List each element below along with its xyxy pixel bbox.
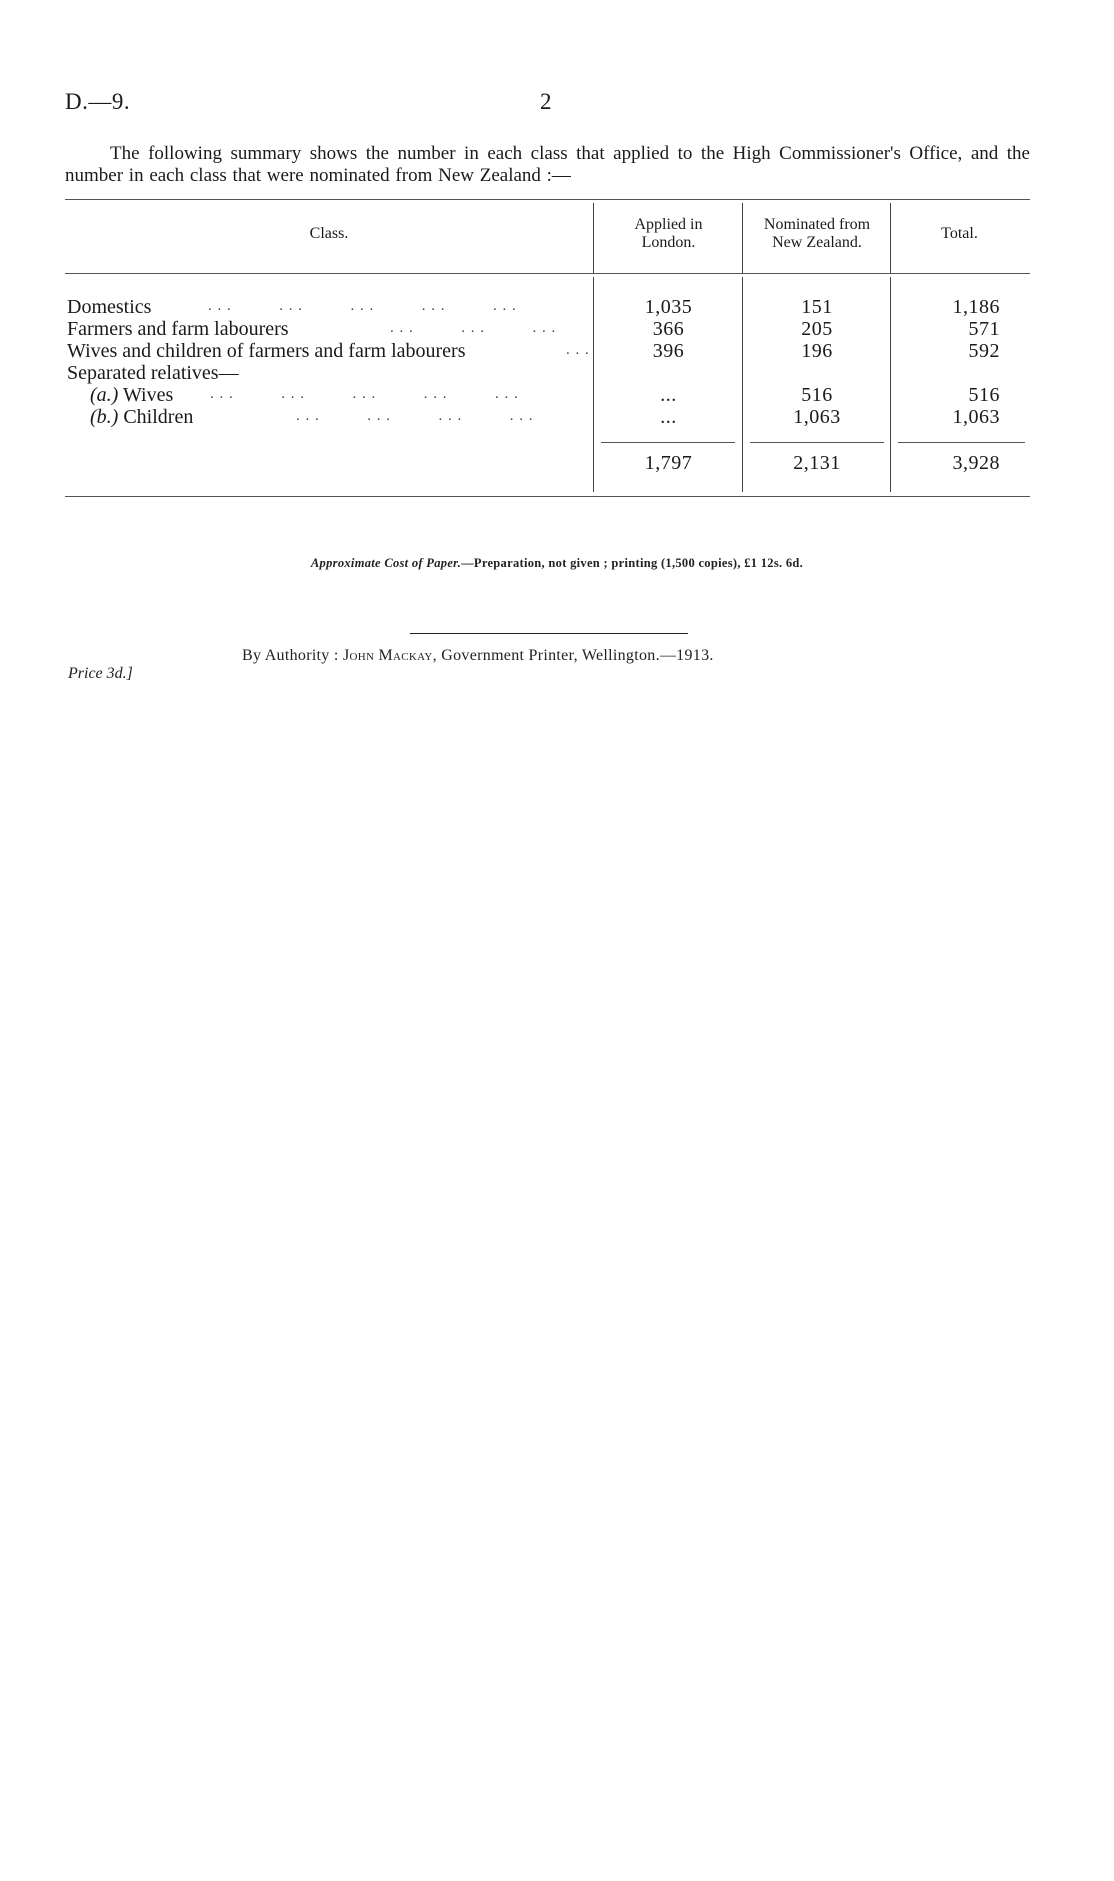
totals-rule [601,442,735,443]
applied-value: 396 [652,340,685,362]
nominated-total: 2,131 [793,452,841,474]
authority-rule [410,633,688,634]
nominated-value: 196 [801,340,833,362]
column-divider [742,203,743,273]
intro-paragraph: The following summary shows the number in each class that applied to the High Commissioner's Office, and the number in each class that were nominated from New Zealand :— [65,143,1030,186]
applied-value: ... [660,384,677,406]
table-header-rule [65,273,1030,274]
column-header-class: Class. [309,225,349,242]
price-label: Price 3d.] [68,665,133,682]
row-label: Domestics [67,296,152,318]
dot-leaders: . . . . . . . . . . . . [296,408,534,424]
cost-of-paper-note [0,556,1114,571]
row-group-label: Separated relatives— [67,362,239,384]
table-top-rule [65,199,1030,200]
nominated-value: 516 [801,384,833,406]
printer-name: John Mackay, [342,647,437,664]
applied-total: 1,797 [644,452,693,474]
cost-text: —Preparation, not given ; printing (1,500 copies), £1 12s. 6d. [461,556,804,570]
cost-label: Approximate Cost of Paper. [310,556,462,570]
totals-rule [750,442,884,443]
page-number: 2 [540,89,552,114]
row-label: Farmers and farm labourers [67,318,289,340]
applied-value: 1,035 [644,296,693,318]
column-header-total: Total. [941,225,978,242]
total-value: 1,186 [952,296,1000,318]
column-divider [890,203,891,273]
nominated-value: 1,063 [793,406,841,428]
column-divider [890,277,891,492]
dot-leaders: . . . . . . . . . [390,320,557,336]
column-divider [742,277,743,492]
row-label: (b.) Children [90,406,194,428]
grand-total: 3,928 [952,452,1000,474]
total-value: 571 [968,318,1000,340]
document-reference: D.—9. [65,89,131,114]
dot-leaders: . . . . . . . . . . . . . . . [210,386,519,402]
row-label: Wives and children of farmers and farm labourers [67,340,466,362]
nominated-value: 151 [801,296,833,318]
applied-value: ... [660,406,677,428]
total-value: 1,063 [952,406,1000,428]
column-divider [593,277,594,492]
column-header-nominated: Nominated from New Zealand. [763,216,871,251]
printer-imprint: By Authority : John Mackay, Government Printer, Wellington.—1913. [242,647,714,664]
table-bottom-rule [65,496,1030,497]
totals-rule [898,442,1025,443]
applied-value: 366 [652,318,685,340]
nominated-value: 205 [801,318,833,340]
total-value: 516 [968,384,1000,406]
column-divider [593,203,594,273]
row-label: (a.) Wives [90,384,174,406]
dot-leaders: . . . [566,342,590,358]
total-value: 592 [968,340,1000,362]
dot-leaders: . . . . . . . . . . . . . . . [208,298,517,314]
column-header-applied: Applied in London. [634,216,703,251]
